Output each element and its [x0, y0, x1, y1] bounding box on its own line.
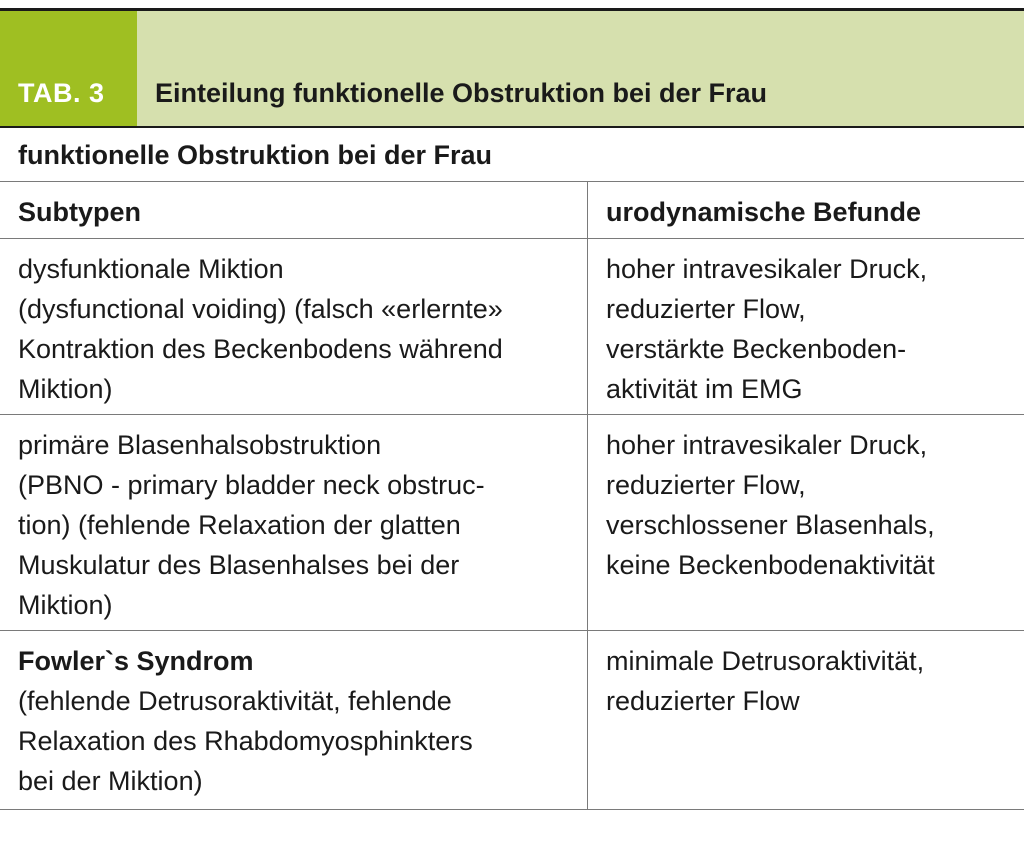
- subtype-cell: [0, 239, 588, 414]
- section-heading: funktionelle Obstruktion bei der Frau: [18, 140, 493, 170]
- text-line: (fehlende Detrusoraktivität, fehlende: [18, 686, 452, 716]
- text-line: minimale Detrusoraktivität,: [606, 646, 925, 676]
- text-line: Miktion): [18, 590, 113, 620]
- column-header-findings: urodynamische Befunde: [606, 197, 922, 227]
- text-line: reduzierter Flow: [606, 686, 800, 716]
- column-header-subtypes: Subtypen: [0, 182, 588, 238]
- findings-cell: [588, 631, 1024, 809]
- findings-cell: [588, 239, 1024, 414]
- text-line: Muskulatur des Blasenhalses bei der: [18, 550, 460, 580]
- text-line: tion) (fehlende Relaxation der glatten: [18, 510, 461, 540]
- text-line: verstärkte Beckenboden-: [606, 334, 907, 364]
- tab-label: TAB. 3: [0, 11, 137, 126]
- table-title: Einteilung funktionelle Obstruktion bei der Frau: [155, 78, 768, 108]
- table: [0, 8, 1024, 810]
- text-line: (dysfunctional voiding) (falsch «erlernte»: [18, 294, 503, 324]
- findings-cell: [588, 415, 1024, 630]
- subtype-cell: [0, 631, 588, 809]
- text-line: hoher intravesikaler Druck,: [606, 254, 928, 284]
- text-line: Miktion): [18, 374, 113, 404]
- subtype-cell: [0, 415, 588, 630]
- text-line: Relaxation des Rhabdomyosphinkters: [18, 726, 473, 756]
- text-line: (PBNO - primary bladder neck obstruc-: [18, 470, 485, 500]
- text-line: reduzierter Flow,: [606, 294, 806, 324]
- table-row: [0, 415, 1024, 631]
- text-line: verschlossener Blasenhals,: [606, 510, 935, 540]
- table-header: [0, 11, 1024, 128]
- text-line: Kontraktion des Beckenbodens während: [18, 334, 503, 364]
- text-line: keine Beckenbodenaktivität: [606, 550, 935, 580]
- text-line: hoher intravesikaler Druck,: [606, 430, 928, 460]
- table-row: [0, 631, 1024, 810]
- column-header-row: [0, 182, 1024, 239]
- text-line: aktivität im EMG: [606, 374, 803, 404]
- table-row: [0, 239, 1024, 415]
- text-line: primäre Blasenhalsobstruktion: [18, 430, 382, 460]
- text-line: dysfunktionale Miktion: [18, 254, 284, 284]
- subtype-title: Fowler`s Syndrom: [18, 646, 254, 676]
- section-heading-row: [0, 128, 1024, 182]
- text-line: bei der Miktion): [18, 766, 203, 796]
- text-line: reduzierter Flow,: [606, 470, 806, 500]
